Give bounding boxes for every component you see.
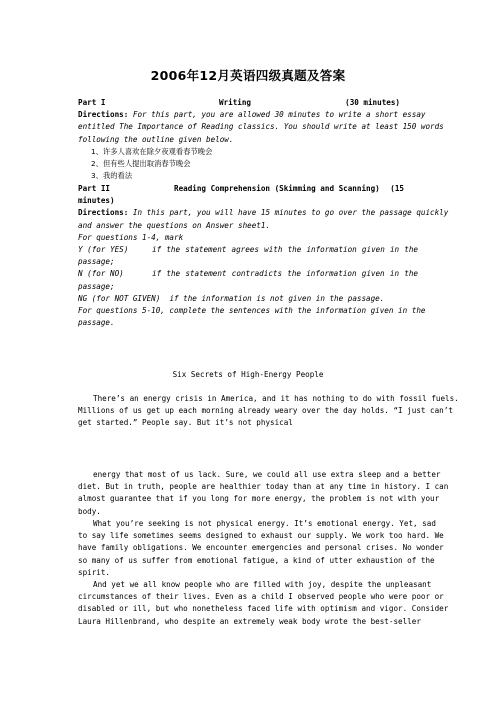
- passage-line: so many of us suffer from emotional fatigue, a kind of utter exhaustion of the: [78, 555, 435, 565]
- passage-line: Laura Hillenbrand, who despite an extremely weak body wrote the best-seller: [78, 616, 421, 626]
- definition-no: [78, 268, 418, 280]
- directions-text: In this part, you will have 15 minutes to go over the passage quickly: [128, 208, 449, 218]
- part-2-label: Part II: [78, 184, 111, 193]
- part-2-time-cont: minutes): [78, 196, 115, 206]
- definition-value: if the information is not given in the passage.: [169, 293, 385, 303]
- definition-cont: passage;: [78, 257, 115, 267]
- passage-line: There’s an energy crisis in America, and it has nothing to do with fossil fuels.: [93, 394, 459, 403]
- passage-line: body.: [78, 506, 101, 516]
- definition-value: if the statement agrees with the information given in the: [152, 245, 418, 255]
- passage-line: have family obligations. We encounter emergencies and personal crises. No wonder: [78, 543, 444, 553]
- part-2-section: [78, 183, 449, 329]
- passage-line: What you’re seeking is not physical energy. It’s emotional energy. Yet, sad: [93, 519, 436, 528]
- passage-line: diet. But in truth, people are healthier today than at any time in history. I can: [78, 482, 449, 492]
- outline-item: 1、许多人喜欢在除夕夜观看春节晚会: [91, 146, 213, 156]
- document-title: 2006年12月英语四级真题及答案: [150, 68, 346, 83]
- passage-line: energy that most of us lack. Sure, we could all use extra sleep and a better: [93, 470, 441, 479]
- definition-key: NG (for NOT GIVEN): [78, 293, 161, 303]
- questions-5-10-cont: passage.: [78, 318, 115, 328]
- passage-para-2: [78, 469, 449, 518]
- part-1-name: Writing: [219, 98, 252, 107]
- directions-label: Directions:: [78, 208, 129, 218]
- definition-key: N (for NO): [78, 269, 124, 279]
- definition-value: if the statement contradicts the information given in the: [152, 269, 418, 279]
- part-1-section: [78, 97, 444, 182]
- definition-key: Y (for YES): [78, 245, 129, 255]
- passage-line: disabled or ill, but who nonetheless faced life with optimism and vigor. Consider: [78, 604, 449, 614]
- passage-title: Six Secrets of High-Energy People: [172, 370, 324, 379]
- part-2-time: (15: [390, 184, 404, 193]
- questions-5-10: For questions 5-10, complete the sentences with the information given in the: [78, 306, 426, 316]
- part-1-label: Part I: [78, 98, 106, 107]
- passage-para-3: [78, 518, 444, 579]
- passage-line: And yet we all know people who are filled with joy, despite the unpleasant: [93, 580, 432, 589]
- part-1-directions: [78, 109, 426, 121]
- passage-line: almost guarantee that if you long for more energy, the problem is not with your: [78, 494, 440, 504]
- directions-label: Directions:: [78, 110, 129, 120]
- passage-line: get started.” People say. But it’s not physical: [78, 418, 293, 428]
- questions-intro: For questions 1-4, mark: [78, 232, 184, 242]
- definition-not-given: [78, 293, 418, 305]
- outline-item: 2、但有些人提出取消春节晚会: [91, 159, 191, 169]
- passage-para-1: [78, 393, 459, 430]
- part-1-time: (30 minutes): [345, 98, 400, 107]
- directions-text: and answer the questions on Answer sheet1.: [78, 220, 271, 230]
- part-2-directions: [78, 207, 449, 219]
- directions-text: entitled The Importance of Reading classics. You should write at least 150 words: [78, 122, 444, 132]
- part-1-header: [78, 97, 418, 109]
- passage-line: Millions of us get up each morning already weary over the day holds. “I just can’t: [78, 406, 453, 416]
- part-2-header: [78, 183, 418, 195]
- outline-item: 3、我的看法: [91, 171, 133, 181]
- passage-line: circumstances of their lives. Even as a child I observed people who were poor or: [78, 592, 444, 602]
- part-2-name: Reading Comprehension (Skimming and Scanning): [174, 184, 380, 193]
- passage-line: to say life sometimes seems designed to exhaust our supply. We work too hard. We: [78, 531, 444, 541]
- passage-line: spirit.: [78, 567, 111, 577]
- directions-text: For this part, you are allowed 30 minutes to write a short essay: [128, 110, 426, 120]
- passage-para-4: [78, 579, 449, 628]
- definition-cont: passage;: [78, 281, 115, 291]
- definition-yes: [78, 244, 418, 256]
- directions-text: following the outline given below.: [78, 134, 234, 144]
